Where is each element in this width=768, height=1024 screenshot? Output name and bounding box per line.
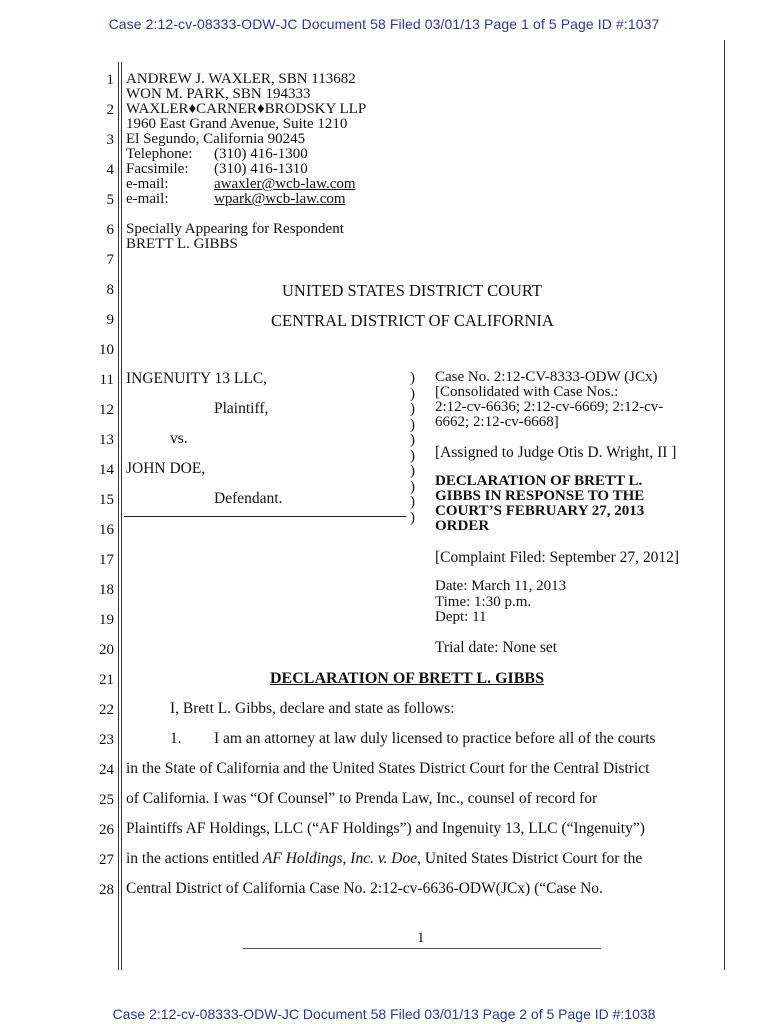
line-number: 27	[99, 852, 114, 868]
line-number: 21	[99, 672, 114, 688]
case-title-italic: AF Holdings, Inc. v. Doe	[262, 850, 418, 867]
line-number: 28	[99, 882, 114, 898]
line-number: 26	[99, 822, 114, 838]
consolidated-line-1: [Consolidated with Case Nos.:	[435, 384, 619, 400]
facsimile-label: Facsimile:	[126, 161, 189, 177]
defendant-name: JOHN DOE,	[126, 460, 206, 477]
body-line-24: in the State of California and the United States District Court for the Central District	[126, 760, 650, 777]
page-number: 1	[417, 930, 425, 946]
document-title-3: COURT’S FEBRUARY 27, 2013	[435, 503, 645, 519]
body-line-28: Central District of California Case No. 2:12-cv-6636-ODW(JCx) (“Case No.	[126, 880, 603, 897]
line-number: 4	[106, 162, 114, 178]
email-label-2: e-mail:	[126, 191, 169, 207]
email-link-awaxler[interactable]: awaxler@wcb-law.com	[214, 176, 356, 192]
line-number: 12	[99, 402, 114, 418]
plaintiff-label: Plaintiff,	[214, 400, 269, 417]
hearing-date: Date: March 11, 2013	[435, 578, 567, 594]
court-district: CENTRAL DISTRICT OF CALIFORNIA	[271, 311, 554, 330]
next-page-header-stamp: Case 2:12-cv-08333-ODW-JC Document 58 Filed 03/01/13 Page 2 of 5 Page ID #:1038	[112, 1006, 656, 1022]
trial-date: Trial date: None set	[435, 639, 558, 656]
body-line-27	[126, 850, 642, 868]
hearing-time: Time: 1:30 p.m.	[435, 594, 532, 610]
filing-header-stamp: Case 2:12-cv-08333-ODW-JC Document 58 Filed 03/01/13 Page 1 of 5 Page ID #:1037	[108, 16, 660, 32]
email-link-wpark[interactable]: wpark@wcb-law.com	[214, 191, 346, 207]
counsel-line-2: WON M. PARK, SBN 194333	[126, 86, 311, 102]
body-line-27-post: , United States District Court for the	[417, 850, 643, 867]
email-label-1: e-mail:	[126, 176, 169, 192]
line-number: 8	[106, 282, 114, 298]
body-line-26: Plaintiffs AF Holdings, LLC (“AF Holdings”) and Ingenuity 13, LLC (“Ingenuity”)	[126, 820, 645, 837]
right-margin-rule	[724, 40, 725, 970]
consolidated-line-3: 6662; 2:12-cv-6668]	[435, 414, 559, 430]
consolidated-line-2: 2:12-cv-6636; 2:12-cv-6669; 2:12-cv-	[435, 399, 664, 415]
plaintiff-name: INGENUITY 13 LLC,	[126, 370, 268, 387]
firm-address-street: 1960 East Grand Avenue, Suite 1210	[126, 116, 348, 132]
appearing-line-1: Specially Appearing for Respondent	[126, 221, 344, 237]
declaration-intro: I, Brett L. Gibbs, declare and state as follows:	[170, 700, 455, 717]
line-number: 1	[106, 72, 114, 88]
line-number: 18	[99, 582, 114, 598]
body-line-25: of California. I was “Of Counsel” to Prenda Law, Inc., counsel of record for	[126, 790, 598, 807]
line-number: 3	[106, 132, 114, 148]
left-margin-rule-2	[121, 62, 122, 970]
line-number: 15	[99, 492, 114, 508]
body-line-23: I am an attorney at law duly licensed to practice before all of the courts	[214, 730, 656, 747]
document-title-1: DECLARATION OF BRETT L.	[435, 473, 643, 489]
firm-name: WAXLER♦CARNER♦BRODSKY LLP	[126, 101, 367, 117]
line-number: 14	[99, 462, 114, 478]
telephone-value: (310) 416-1300	[214, 146, 308, 162]
paragraph-number: 1.	[170, 730, 182, 747]
footer-rule	[243, 948, 601, 949]
line-number: 17	[99, 552, 114, 568]
facsimile-value: (310) 416-1310	[214, 161, 308, 177]
line-number: 2	[106, 102, 114, 118]
case-number: Case No. 2:12-CV-8333-ODW (JCx)	[435, 369, 658, 385]
line-number: 20	[99, 642, 114, 658]
line-number: 19	[99, 612, 114, 628]
assigned-judge: [Assigned to Judge Otis D. Wright, II ]	[435, 444, 677, 461]
caption-underline	[124, 516, 406, 517]
line-number: 11	[99, 372, 114, 388]
line-number: 24	[99, 762, 114, 778]
caption-paren-column: ) ) ) ) ) ) ) ) ) )	[410, 370, 415, 526]
line-number: 9	[106, 312, 114, 328]
telephone-label: Telephone:	[126, 146, 193, 162]
line-number: 23	[99, 732, 114, 748]
document-title-2: GIBBS IN RESPONSE TO THE	[435, 488, 645, 504]
line-number: 7	[106, 252, 114, 268]
line-number: 10	[99, 342, 114, 358]
line-number: 13	[99, 432, 114, 448]
line-number: 5	[106, 192, 114, 208]
appearing-line-2: BRETT L. GIBBS	[126, 236, 238, 252]
line-number: 22	[99, 702, 114, 718]
complaint-filed: [Complaint Filed: September 27, 2012]	[435, 549, 680, 566]
court-name: UNITED STATES DISTRICT COURT	[282, 281, 543, 300]
line-number: 25	[99, 792, 114, 808]
versus: vs.	[170, 430, 188, 447]
hearing-dept: Dept: 11	[435, 609, 487, 625]
defendant-label: Defendant.	[214, 490, 283, 507]
body-line-27-pre: in the actions entitled	[126, 850, 263, 867]
line-number: 16	[99, 522, 114, 538]
line-number: 6	[106, 222, 114, 238]
document-title-4: ORDER	[435, 518, 490, 534]
declaration-heading: DECLARATION OF BRETT L. GIBBS	[270, 670, 544, 687]
left-margin-rule-1	[118, 62, 119, 970]
counsel-line-1: ANDREW J. WAXLER, SBN 113682	[126, 71, 356, 87]
firm-address-city: El Segundo, California 90245	[126, 131, 306, 147]
